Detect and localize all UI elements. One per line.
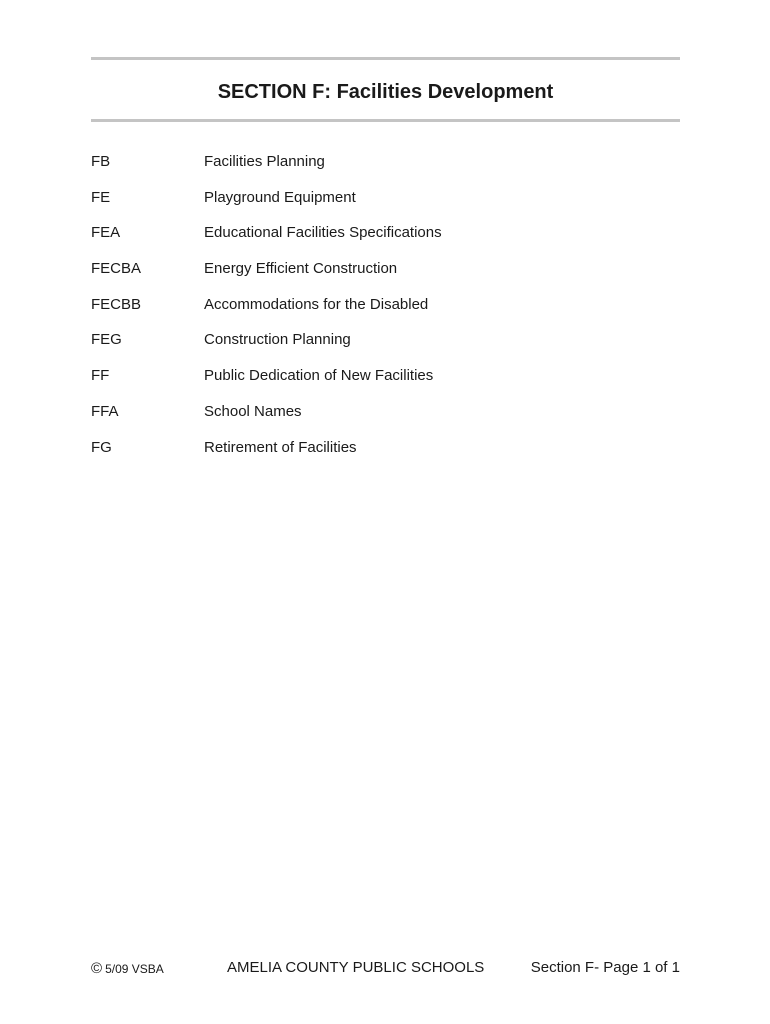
policy-code: FECBB bbox=[91, 295, 142, 313]
policy-row bbox=[91, 294, 680, 330]
policy-title: Construction Planning bbox=[204, 331, 351, 349]
footer-organization: AMELIA COUNTY PUBLIC SCHOOLS bbox=[227, 959, 485, 976]
policy-code: FECBA bbox=[91, 260, 142, 278]
policy-title: Playground Equipment bbox=[204, 188, 356, 206]
policy-code: FB bbox=[91, 153, 111, 170]
footer-edition bbox=[91, 960, 164, 978]
policy-code: FG bbox=[91, 438, 112, 456]
copyright-symbol: © bbox=[91, 960, 103, 977]
header-bottom-rule bbox=[91, 119, 680, 122]
policy-code: FEG bbox=[91, 331, 122, 349]
policy-code: FE bbox=[91, 188, 111, 206]
policy-row bbox=[91, 365, 680, 401]
footer-page-number: Section F- Page 1 of 1 bbox=[530, 959, 680, 976]
policy-row bbox=[91, 329, 680, 365]
policy-title: Public Dedication of New Facilities bbox=[204, 367, 434, 385]
policy-title: Retirement of Facilities bbox=[204, 438, 357, 456]
policy-code: FEA bbox=[91, 224, 121, 242]
policy-title: School Names bbox=[204, 402, 302, 420]
policy-code: FFA bbox=[91, 402, 119, 420]
policy-title: Educational Facilities Specifications bbox=[204, 224, 442, 242]
policy-code: FF bbox=[91, 367, 110, 385]
page-footer bbox=[91, 957, 680, 979]
policy-row bbox=[91, 437, 680, 473]
policy-row bbox=[91, 401, 680, 437]
policy-title: Facilities Planning bbox=[204, 153, 325, 170]
page-title: SECTION F: Facilities Development bbox=[217, 81, 554, 103]
policy-row bbox=[91, 151, 680, 187]
policy-row bbox=[91, 222, 680, 258]
policy-row bbox=[91, 258, 680, 294]
policy-list bbox=[91, 151, 680, 472]
edition-label: 5/09 VSBA bbox=[105, 962, 164, 976]
policy-title: Energy Efficient Construction bbox=[204, 260, 398, 278]
policy-row bbox=[91, 187, 680, 223]
policy-title: Accommodations for the Disabled bbox=[204, 295, 429, 313]
header-top-rule bbox=[91, 57, 680, 60]
